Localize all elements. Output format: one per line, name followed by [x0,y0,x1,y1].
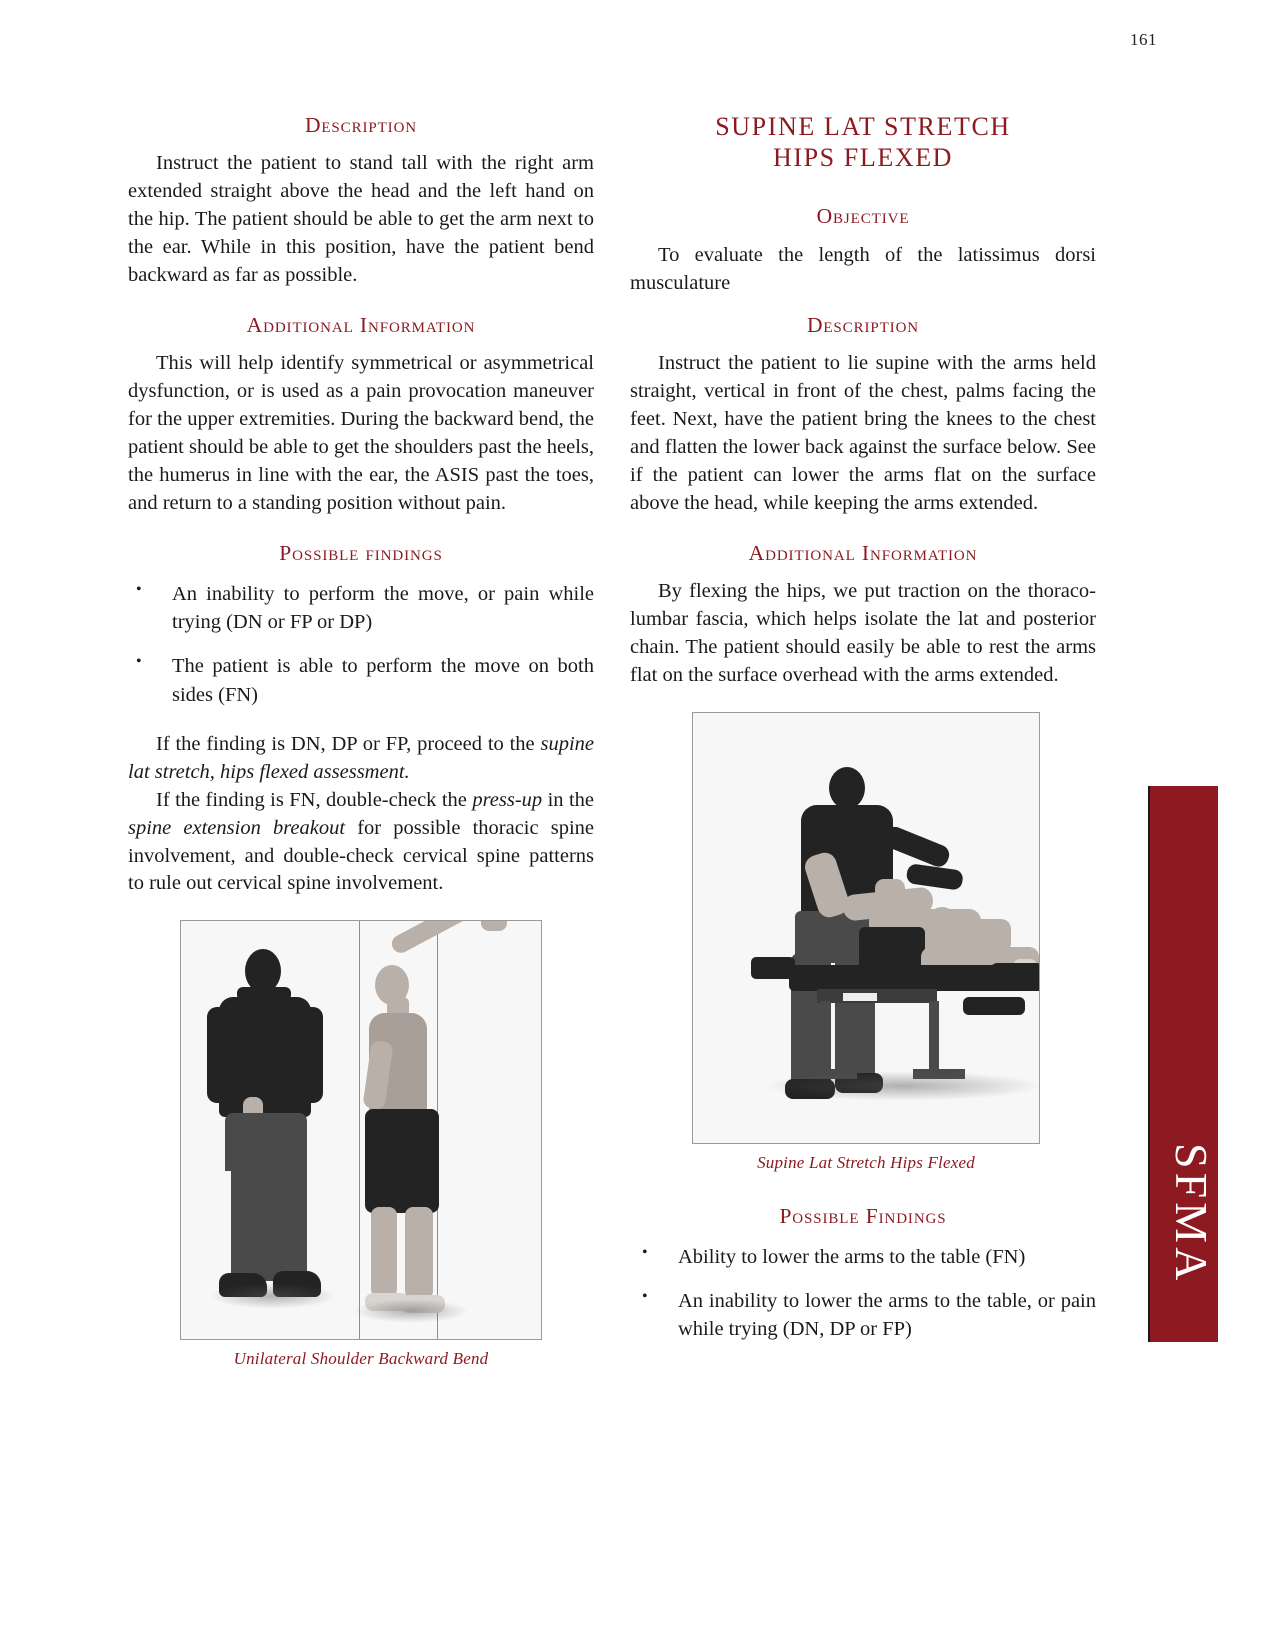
photo-unilateral-shoulder-backward-bend [181,921,541,1339]
heading-objective: Objective [816,204,910,229]
bench-shadow [763,1071,1040,1101]
note-two-tail: for possible thoracic spine involvement, and double-check cervical spine patterns to rule out cervical spine involvement. [128,816,594,895]
note-one-italic: supine lat stretch, hips flexed assessment. [128,732,594,783]
figure-caption-right: Supine Lat Stretch Hips Flexed [757,1152,975,1172]
page-title [630,112,1096,173]
patient-hand [481,920,507,931]
bench-accessory-pad [963,997,1025,1015]
paragraph-note-two [128,787,594,899]
spacer [630,298,1096,312]
bench-right-roller [991,963,1040,985]
spacer [128,709,594,731]
spacer [630,518,1096,540]
bench-right-post [929,1001,939,1073]
bullet-icon: • [642,1287,648,1305]
findings-list-left [128,580,594,708]
note-two-mid: in the [542,788,594,811]
spacer [128,518,594,540]
heading-description-left: Description [304,113,418,137]
bullet-icon: • [136,581,142,599]
paragraph-objective: To evaluate the length of the latissimus dorsi musculature [630,243,1096,294]
right-column [630,112,1096,1369]
list-item [630,1243,1096,1271]
bench-brand-plate [843,993,877,1001]
figure-image-box [180,920,542,1340]
note-two-lead: If the finding is FN, double-check the [156,788,473,811]
list-item-label: The patient is able to perform the move on both sides (FN) [172,655,594,706]
page-title-line-1: SUPINE LAT STRETCH [715,112,1011,141]
patient-head [929,907,955,929]
therapist-head [829,767,865,809]
figure-unilateral-shoulder-backward-bend [180,920,542,1369]
patient-shorts [365,1109,439,1213]
heading-description-right: Description [806,312,920,337]
figure-image-box [692,712,1040,1144]
figure-supine-lat-stretch-hips-flexed [692,712,1040,1173]
note-one-lead: If the finding is DN, DP or FP, proceed to the [156,732,541,755]
therapist-forearm [906,863,964,891]
paragraph-description-right: Instruct the patient to lie supine with the arms held straight, vertical in front of the chest, palms facing the feet. Next, have the patient bring the knees to the chest and flatten the lower back against the surface below. See if the patient can lower the arms flat on the surface above the head, while keeping the arms extended. [630,351,1096,514]
paragraph-description-left: Instruct the patient to stand tall with the right arm extended straight above the head and the left hand on the hip. The patient should be able to get the arm next to the ear. While in this position, have the patient bend backward as far as possible. [128,152,594,287]
reference-line [359,921,360,1339]
findings-list-right [630,1243,1096,1343]
clinician-right-arm [297,1007,323,1103]
list-item-label: An inability to lower the arms to the table, or pain while trying (DN, DP or FP) [678,1289,1096,1340]
bench-left-roller [751,957,795,979]
side-tab-label: SFMA [1166,1143,1217,1285]
heading-additional-information-right: Additional Information [748,540,978,565]
bullet-icon: • [136,653,142,671]
list-item-label: An inability to perform the move, or pain while trying (DN or FP or DP) [172,583,594,634]
clinician-pants [225,1113,307,1281]
section-side-tab [1148,786,1218,1342]
paragraph-additional-information-right: By flexing the hips, we put traction on the thoraco-lumbar fascia, which helps isolate the lat and posterior chain. The patient should easily be able to rest the arms flat on the surface overhead with the arms extended. [630,579,1096,686]
figure-wrapper-right [692,712,1040,1173]
bullet-icon: • [642,1243,648,1261]
figure-wrapper-left [180,920,542,1369]
paragraph-additional-information-left: This will help identify symmetrical or asymmetrical dysfunction, or is used as a pain provocation maneuver for the upper extremities. During the backward bend, the patient should be able to get the shoulders past the heels, the humerus in line with the ear, the ASIS past the toes, and return to a standing position without pain. [128,352,594,515]
clinician-leg-gap [225,1171,231,1281]
page-title-line-2: HIPS FLEXED [772,142,954,172]
heading-possible-findings-right: Possible Findings [779,1203,947,1228]
spacer [630,1173,1096,1203]
spacer [128,290,594,312]
patient-shadow [353,1299,469,1323]
page-number: 161 [1130,30,1157,49]
patient-left-leg [371,1207,397,1297]
left-column [128,112,594,1369]
photo-supine-lat-stretch-hips-flexed [693,713,1039,1143]
list-item [128,652,594,708]
bench-left-post [821,1001,831,1073]
two-column-layout [128,112,1096,1369]
bench-frame [817,989,937,1003]
list-item [128,580,594,636]
patient-extended-arm [389,920,482,956]
note-two-italic-press-up: press-up [472,788,543,811]
clinician-left-arm [207,1007,233,1103]
list-item [630,1287,1096,1343]
figure-caption-left: Unilateral Shoulder Backward Bend [233,1349,489,1369]
heading-possible-findings-left: Possible findings [279,541,443,566]
clinician-shadow [209,1283,337,1309]
list-item-label: Ability to lower the arms to the table (FN) [678,1245,1026,1268]
patient-right-leg [405,1207,433,1299]
heading-additional-information-left: Additional Information [246,313,476,338]
paragraph-note-one [128,731,594,787]
note-two-italic-breakout: spine extension breakout [128,816,346,839]
